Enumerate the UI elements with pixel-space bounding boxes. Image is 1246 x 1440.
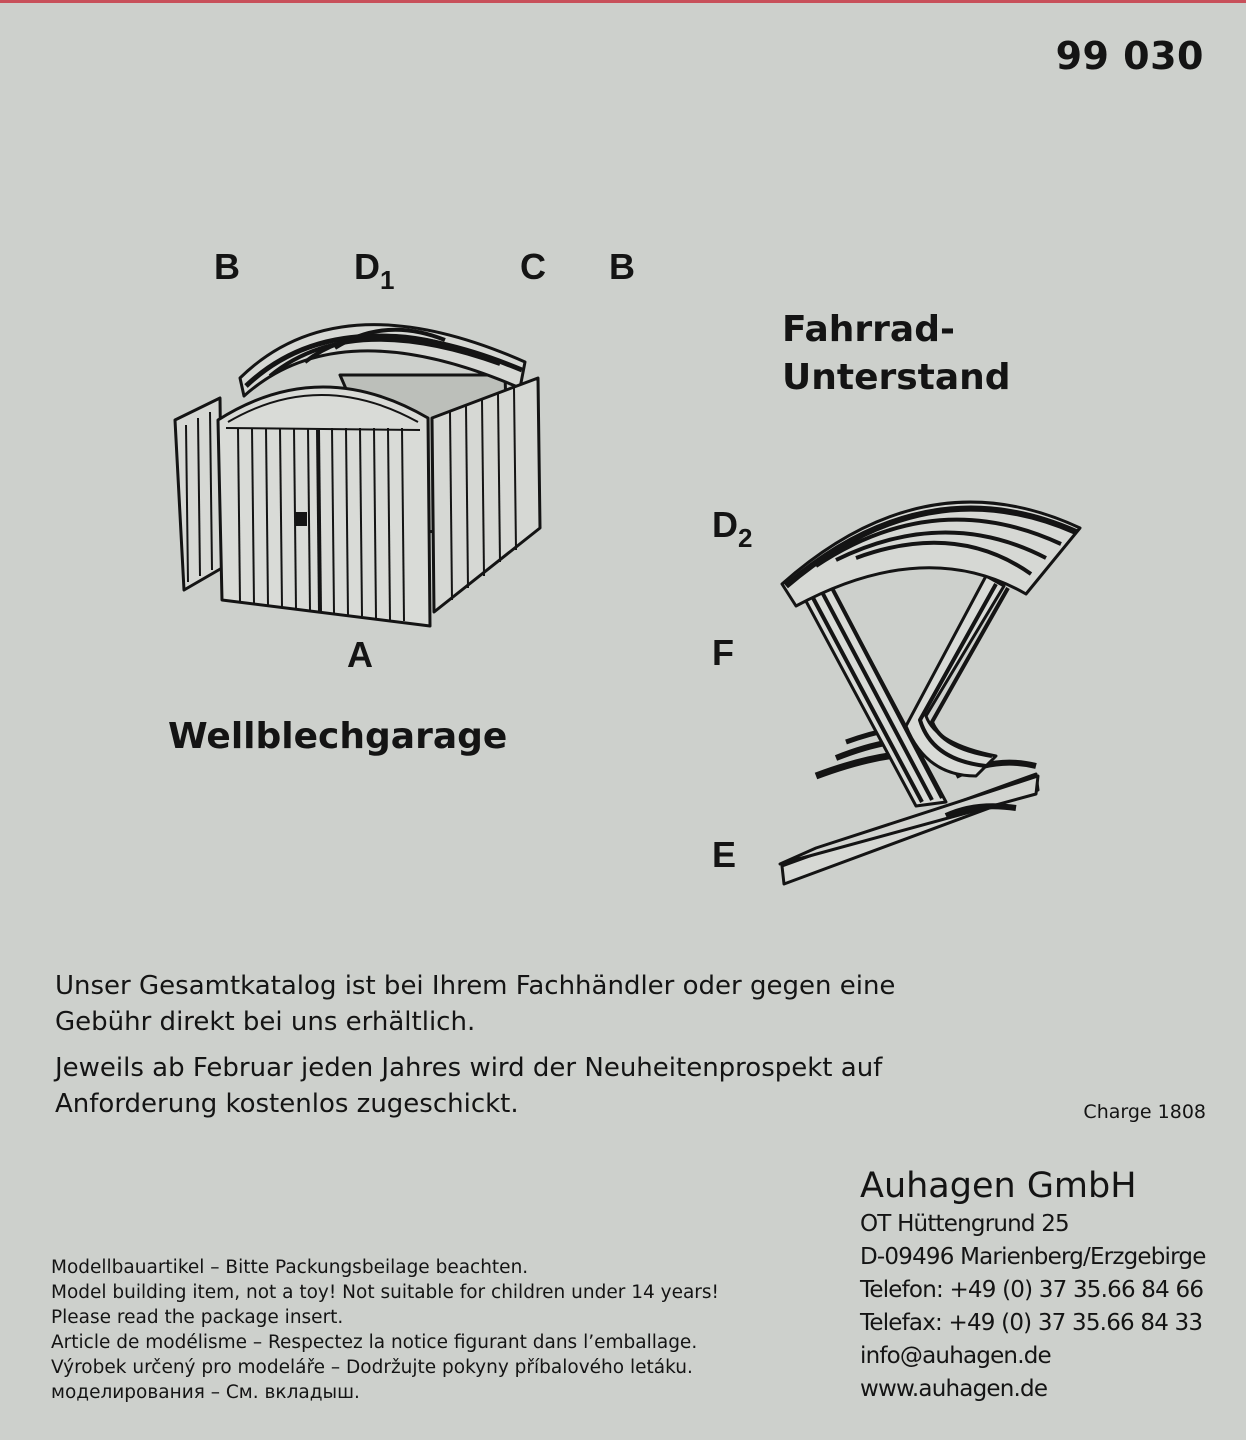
label-e: E: [712, 834, 737, 875]
label-b-left: B: [214, 246, 240, 287]
shelter-title-line2: Unterstand: [782, 357, 1011, 398]
company-fax: Telefax: +49 (0) 37 35.66 84 33: [860, 1310, 1203, 1336]
company-street: OT Hüttengrund 25: [860, 1211, 1069, 1237]
company-email: info@auhagen.de: [860, 1343, 1051, 1369]
note-line: Modellbauartikel – Bitte Packungsbeilage beachten.: [51, 1257, 529, 1278]
note-line: моделирования – См. вкладыш.: [51, 1382, 360, 1403]
note-line: Please read the package insert.: [51, 1307, 344, 1328]
label-b-right: B: [609, 246, 635, 287]
bicycle-shelter-illustration: [776, 476, 1096, 896]
label-d2-sub: 2: [738, 523, 753, 553]
shelter-title-line1: Fahrrad-: [782, 309, 955, 350]
label-d2-letter: D: [712, 504, 738, 545]
label-c: C: [520, 246, 546, 287]
garage-title: Wellblechgarage: [168, 716, 508, 757]
article-number: 99 030: [1055, 34, 1204, 78]
company-city: D-09496 Marienberg/Erzgebirge: [860, 1244, 1206, 1270]
label-d1-letter: D: [354, 246, 380, 287]
label-a: A: [347, 634, 373, 675]
label-d1: [354, 246, 394, 296]
catalog-info: Unser Gesamtkatalog ist bei Ihrem Fachhändler oder gegen eine Gebühr direkt bei uns erhältlich.: [55, 971, 896, 1037]
note-line: Výrobek určený pro modeláře – Dodržujte pokyny příbalového letáku.: [51, 1357, 693, 1378]
company-website: www.auhagen.de: [860, 1376, 1048, 1402]
company-name: Auhagen GmbH: [860, 1166, 1137, 1206]
note-line: Article de modélisme – Respectez la notice figurant dans l’emballage.: [51, 1332, 698, 1353]
garage-illustration: [170, 300, 550, 640]
label-d2: [712, 504, 752, 554]
charge-number: Charge 1808: [1083, 1101, 1206, 1123]
note-line: Model building item, not a toy! Not suitable for children under 14 years!: [51, 1282, 719, 1303]
label-d1-sub: 1: [380, 265, 395, 295]
top-edge: [0, 0, 1246, 3]
company-phone: Telefon: +49 (0) 37 35.66 84 66: [860, 1277, 1204, 1303]
brochure-info: Jeweils ab Februar jeden Jahres wird der Neuheitenprospekt auf Anforderung kostenlos zugeschickt.: [55, 1053, 883, 1119]
label-f: F: [712, 632, 734, 673]
